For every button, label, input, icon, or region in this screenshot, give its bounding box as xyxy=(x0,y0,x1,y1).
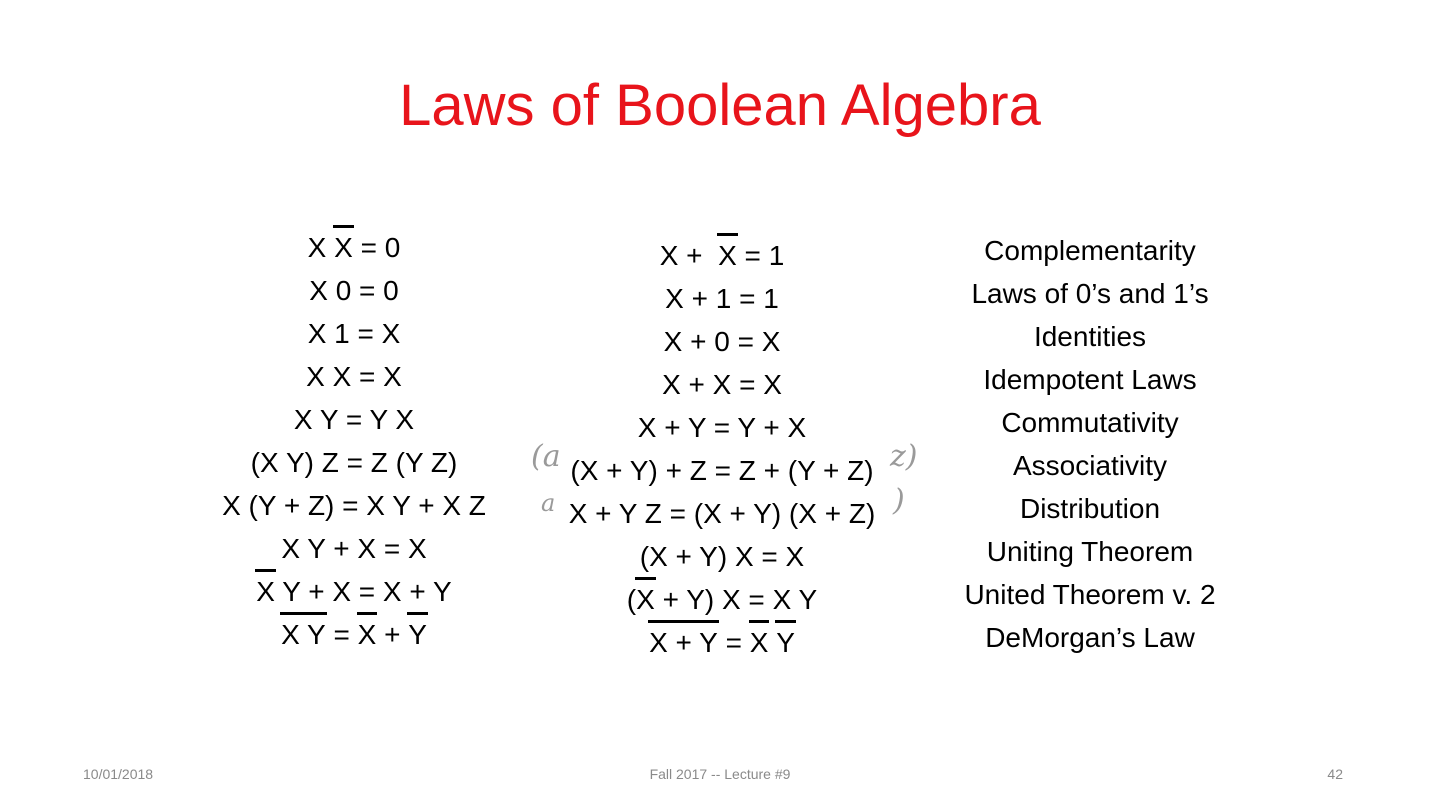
footer-page-number: 42 xyxy=(1327,766,1343,782)
overbar-term: Y xyxy=(776,621,795,664)
expression-text: X + Y = Y + X xyxy=(637,412,807,443)
expression-text: (X + Y) X = X xyxy=(639,541,805,572)
and-law-line xyxy=(196,570,512,613)
expression-text: + Y) X = X Y xyxy=(654,584,818,615)
and-laws-column xyxy=(196,226,512,656)
law-name-uniting: Uniting Theorem xyxy=(986,536,1194,567)
expression-text: X + 1 = 1 xyxy=(665,283,779,314)
and-law-line xyxy=(196,312,512,355)
ghost-glyph: ) xyxy=(893,483,905,518)
law-names-column xyxy=(920,229,1260,659)
law-name-commutativity: Commutativity xyxy=(1001,407,1179,438)
expression-text: = 0 xyxy=(352,232,401,263)
and-law-line xyxy=(196,484,512,527)
expression-text: X Y = Y X xyxy=(293,404,415,435)
expression-text: X + X = X xyxy=(662,369,782,400)
or-law-line xyxy=(540,578,904,621)
expression-text: Y + X = X + Y xyxy=(274,576,452,607)
expression-text: = xyxy=(717,627,750,658)
expression-text xyxy=(768,627,776,658)
expression-text: X xyxy=(307,232,335,263)
or-law-line xyxy=(540,363,904,406)
overbar-term: X + Y xyxy=(649,621,718,664)
law-name-idempotent: Idempotent Laws xyxy=(983,364,1197,395)
and-law-line xyxy=(196,355,512,398)
and-law-line xyxy=(196,269,512,312)
expression-text: X + Y Z = (X + Y) (X + Z) xyxy=(568,498,876,529)
overbar-term: X Y xyxy=(281,613,326,656)
overbar-term: X xyxy=(256,570,275,613)
or-law-line xyxy=(540,492,904,535)
expression-text: + xyxy=(376,619,409,650)
and-law-line xyxy=(196,613,512,656)
law-name-associativity: Associativity xyxy=(1012,450,1168,481)
expression-text: X Y + X = X xyxy=(281,533,427,564)
expression-text: X + xyxy=(659,240,719,271)
and-law-line xyxy=(196,441,512,484)
or-law-line xyxy=(540,535,904,578)
law-name-distribution: Distribution xyxy=(1019,493,1161,524)
overbar-term: Y xyxy=(408,613,427,656)
expression-text: X 0 = 0 xyxy=(309,275,399,306)
and-law-line xyxy=(196,226,512,269)
overbar-term: X xyxy=(358,613,377,656)
overbar-term: X xyxy=(718,234,737,277)
ghost-glyph: z) xyxy=(890,439,918,474)
slide-title: Laws of Boolean Algebra xyxy=(399,73,1041,138)
expression-text: ( xyxy=(626,584,637,615)
footer-date: 10/01/2018 xyxy=(83,766,154,782)
footer-lecture: Fall 2017 -- Lecture #9 xyxy=(649,766,791,782)
expression-text: X X = X xyxy=(306,361,402,392)
expression-text: = 1 xyxy=(736,240,785,271)
or-law-line xyxy=(540,621,904,664)
law-name-complementarity: Complementarity xyxy=(984,235,1196,266)
and-law-line xyxy=(196,398,512,441)
and-law-line xyxy=(196,527,512,570)
or-law-line xyxy=(540,320,904,363)
expression-text: X + 0 = X xyxy=(663,326,781,357)
expression-text: = xyxy=(325,619,358,650)
overbar-term: X xyxy=(750,621,769,664)
overbar-term: X xyxy=(334,226,353,269)
law-name-identities: Identities xyxy=(1033,321,1147,352)
overbar-term: X xyxy=(636,578,655,621)
ghost-glyph: (a xyxy=(531,439,561,474)
or-law-line xyxy=(540,406,904,449)
law-name-demorgan: DeMorgan’s Law xyxy=(985,622,1195,653)
expression-text: (X + Y) + Z = Z + (Y + Z) xyxy=(570,455,874,486)
or-law-line xyxy=(540,234,904,277)
or-law-line xyxy=(540,449,904,492)
or-laws-column xyxy=(540,234,904,664)
law-name-zeros-ones: Laws of 0’s and 1’s xyxy=(971,278,1209,309)
expression-text: (X Y) Z = Z (Y Z) xyxy=(250,447,458,478)
or-law-line xyxy=(540,277,904,320)
expression-text: X 1 = X xyxy=(307,318,401,349)
law-name-united-v2: United Theorem v. 2 xyxy=(964,579,1216,610)
ghost-glyph: a xyxy=(541,489,556,517)
expression-text: X (Y + Z) = X Y + X Z xyxy=(222,490,486,521)
